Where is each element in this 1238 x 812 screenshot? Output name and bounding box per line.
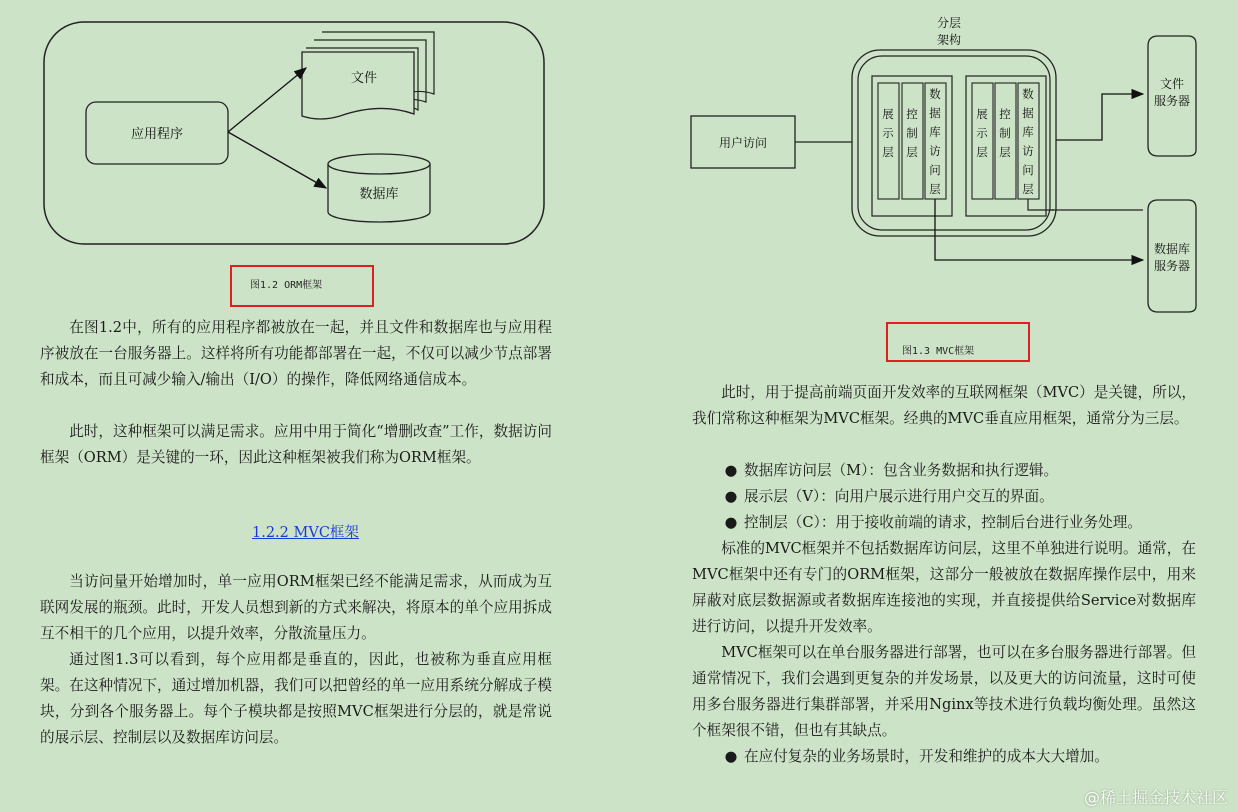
g2-control-layer: 控制层 xyxy=(999,107,1011,159)
bullet-icon: ● xyxy=(724,514,738,531)
left-paragraph-1: 在图1.2中，所有的应用程序都被放在一起，并且文件和数据库也与应用程序被放在一台服务器上。这样将所有功能都部署在一起，不仅可以减少节点部署和成本，而且可减少输入/输出（I/O）的操作，降低网络通信成本。 xyxy=(40,319,552,388)
db-server-shape xyxy=(1148,200,1196,312)
watermark: @稀土掘金技术社区 xyxy=(1083,788,1228,807)
left-paragraph-4: 通过图1.3可以看到，每个应用都是垂直的，因此，也被称为垂直应用框架。在这种情况下，通过增加机器，我们可以把曾经的单一应用系统分解成子模块，分到各个服务器上。每个子模块都是按照MVC框架进行分层的，就是常说的展示层、控制层以及数据库访问层。 xyxy=(40,651,552,746)
right-paragraph-1: 此时，用于提高前端页面开发效率的互联网框架（MVC）是关键，所以，我们常称这种框架为MVC框架。经典的MVC垂直应用框架，通常分为三层。 xyxy=(692,384,1196,427)
list-item-text: 展示层（V）：向用户展示进行用户交互的界面。 xyxy=(744,488,1054,505)
list-item xyxy=(718,744,1109,770)
list-item-text: 数据库访问层（M）：包含业务数据和执行逻辑。 xyxy=(744,462,1059,479)
file-label: 文件 xyxy=(350,71,378,86)
mvc-diagram xyxy=(688,10,1208,320)
list-item-text: 在应付复杂的业务场景时，开发和维护的成本大大增加。 xyxy=(744,748,1109,765)
db-server-label-1: 数据库 xyxy=(1153,242,1191,256)
g1-display-layer: 展示层 xyxy=(882,107,894,159)
arrow-to-file-server xyxy=(1056,94,1143,140)
mvc-layer-list xyxy=(718,458,1142,536)
bullet-icon: ● xyxy=(724,748,738,765)
g1-control-layer: 控制层 xyxy=(906,107,918,159)
g2-db-access-layer: 数据库访问层 xyxy=(1022,87,1034,196)
bullet-icon: ● xyxy=(724,462,738,479)
right-paragraph-3: MVC框架可以在单台服务器进行部署，也可以在多台服务器进行部署。但通常情况下，我们会遇到更复杂的并发场景，以及更大的访问流量，这时可使用多台服务器进行集群部署，并采用Nginx等技术进行负载均衡处理。虽然这个框架很不错，但也有其缺点。 xyxy=(692,644,1196,739)
orm-caption: 图1.2 ORM框架 xyxy=(230,265,374,307)
left-paragraph-3: 当访问量开始增加时，单一应用ORM框架已经不能满足需求，从而成为互联网发展的瓶颈。此时，开发人员想到新的方式来解决，将原本的单个应用拆成互不相干的几个应用，以提升效率，分散流量压力。 xyxy=(40,573,552,642)
arrow-to-database xyxy=(228,132,326,188)
db-server-label-2: 服务器 xyxy=(1153,259,1191,273)
app-label: 应用程序 xyxy=(130,127,184,142)
list-item xyxy=(718,484,1142,510)
section-heading-link[interactable]: 1.2.2 MVC框架 xyxy=(252,525,359,541)
mvc-title-line2: 架构 xyxy=(936,33,962,47)
file-server-label-1: 文件 xyxy=(1159,77,1185,91)
list-item xyxy=(718,510,1142,536)
orm-frame xyxy=(44,22,544,244)
user-access-label: 用户访问 xyxy=(718,136,768,150)
list-item-text: 控制层（C）：用于接收前端的请求，控制后台进行业务处理。 xyxy=(744,514,1142,531)
list-item xyxy=(718,458,1142,484)
layered-architecture-frame xyxy=(852,50,1056,236)
g2-display-layer: 展示层 xyxy=(976,107,988,159)
database-label: 数据库 xyxy=(359,187,399,202)
drawback-list xyxy=(718,744,1109,770)
mvc-caption: 图1.3 MVC框架 xyxy=(886,322,1030,362)
bullet-icon: ● xyxy=(724,488,738,505)
arrow-to-file xyxy=(228,68,306,132)
file-server-label-2: 服务器 xyxy=(1153,94,1191,108)
g1-db-access-layer: 数据库访问层 xyxy=(929,87,941,196)
orm-diagram xyxy=(40,18,550,250)
right-paragraph-2: 标准的MVC框架并不包括数据库访问层，这里不单独进行说明。通常，在MVC框架中还有专门的ORM框架，这部分一般被放在数据库操作层中，用来屏蔽对底层数据源或者数据库连接池的实现，并直接提供给Service对数据库进行访问，以提升开发效率。 xyxy=(692,540,1196,635)
mvc-title-line1: 分层 xyxy=(936,16,962,30)
left-paragraph-2: 此时，这种框架可以满足需求。应用中用于简化“增删改查”工作，数据访问框架（ORM）是关键的一环，因此这种框架被我们称为ORM框架。 xyxy=(40,423,552,466)
